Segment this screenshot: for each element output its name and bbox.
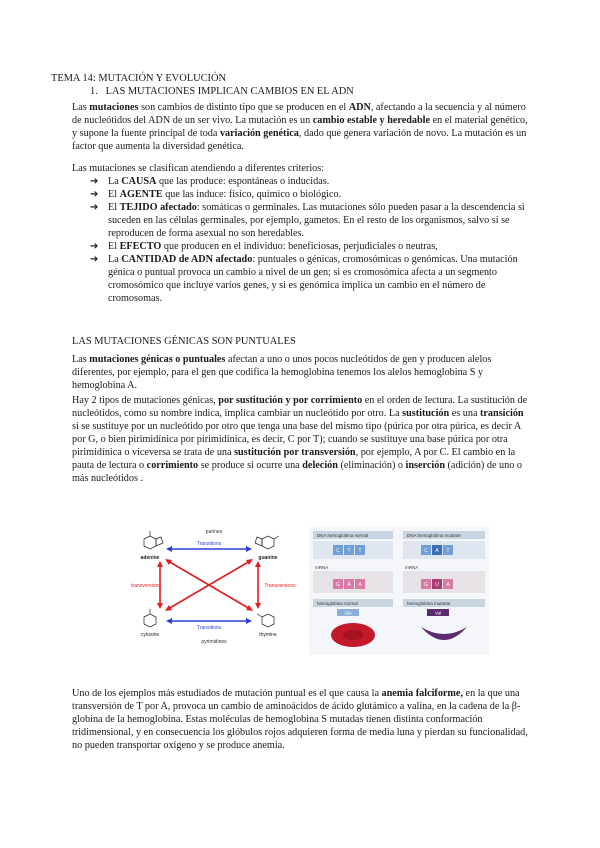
svg-text:A: A bbox=[435, 548, 439, 554]
svg-text:C: C bbox=[336, 548, 340, 554]
section2-heading: LAS MUTACIONES GÉNICAS SON PUNTUALES bbox=[72, 336, 296, 347]
svg-text:U: U bbox=[435, 582, 439, 588]
svg-text:T: T bbox=[347, 548, 351, 554]
svg-text:A: A bbox=[358, 582, 362, 588]
transversions-right-label: Transversions bbox=[264, 583, 296, 589]
svg-text:C: C bbox=[424, 548, 428, 554]
adenine-label: adenine bbox=[140, 555, 160, 561]
dna-normal-label: DNA hemoglobina normal bbox=[317, 533, 369, 538]
transitions-top-label: Transitions bbox=[196, 541, 222, 547]
criteria-item: ➔ La CANTIDAD de ADN afectado: puntuales o génicas, cromosómicas o genómicas. Una mutación génica o puntual provoca un cambio a nivel de un gen; si es cromosómica afecta a un segmento cromosómico que incluye varios genes, y si es genómica implica un cambio en el número de cromosomas. bbox=[90, 254, 518, 304]
page-title: TEMA 14: MUTACIÓN Y EVOLUCIÓN bbox=[51, 73, 227, 84]
guanine-label: guanine bbox=[258, 555, 278, 561]
arrow-icon: ➔ bbox=[90, 189, 99, 200]
pyrimidines-label: pyrimidines bbox=[201, 639, 227, 645]
transversions-left-label: transversions bbox=[131, 583, 161, 589]
arrow-icon: ➔ bbox=[90, 254, 99, 265]
svg-text:G: G bbox=[336, 582, 340, 588]
svg-text:A: A bbox=[446, 582, 450, 588]
svg-text:T: T bbox=[358, 548, 362, 554]
criteria-intro: Las mutaciones se clasifican atendiendo a diferentes criterios: bbox=[72, 163, 325, 174]
arrow-icon: ➔ bbox=[90, 176, 99, 187]
cytosine-label: cytosine bbox=[140, 632, 160, 638]
transitions-transversions-figure bbox=[130, 525, 298, 645]
aa-normal-label: Glu bbox=[344, 610, 352, 616]
svg-text:T: T bbox=[446, 548, 450, 554]
criteria-list bbox=[90, 175, 532, 305]
arrow-icon: ➔ bbox=[90, 241, 99, 252]
tipos-paragraph: Hay 2 tipos de mutaciones génicas, por sustitución y por corrimiento en el orden de lectura. La sustitución de nucleótidos, como su nombre indica, implica cambiar un nucleótido por otro. La sustitución es una transición si se sustituye por un nucleótido por otro que tenga una base del mismo tipo (púrica por otra púrica, es decir A por G, o bien pirimidínica por pirimidínica, es decir, C por T); cuando se sustituye una base púrica por otra pirimidínica o viceversa se trata de una sustitución por transversión, por ejemplo, A por C. El cambio en la pauta de lectura o corrimiento se produce si ocurre una deleción (eliminación) o inserción (adición) de uno o más nucleótidos . bbox=[72, 395, 528, 484]
arrow-icon: ➔ bbox=[90, 202, 99, 213]
mrna-label: mRNA bbox=[315, 565, 329, 570]
criteria-item: ➔ La CAUSA que las produce: espontáneas o inducidas. bbox=[90, 176, 330, 187]
criteria-item: ➔ El EFECTO que producen en el individuo: beneficiosas, perjudiciales o neutras, bbox=[90, 241, 438, 252]
conclusion-paragraph: Uno de los ejemplos más estudiados de mutación puntual es el que causa la anemia falciforme, en la que una transversión de T por A, provoca un cambio de aminoácidos de ácido glutámico a valina, en la cadena de la β-globina de la hemoglobina. Estas moléculas de hemoglobina S mutadas tienen distinta conformación tridimensional, y en consecuencia los glóbulos rojos adquieren forma de media luna y pierdan su funcionalidad, no pueden transportar oxígeno y se produce anemia. bbox=[72, 688, 528, 751]
intro-paragraph: Las mutaciones son cambios de distinto tipo que se producen en el ADN, afectando a la secuencia y al número de nucleótidos del ADN de un ser vivo. La mutación es un cambio estable y heredable en el material genético, y supone la fuente principal de toda variación genética, dado que genera variación de novo. La mutación es un factor que aumenta la diversidad genética. bbox=[72, 102, 528, 152]
mrna2-label: mRNA bbox=[405, 565, 419, 570]
hb-normal-label: hemoglobina normal bbox=[317, 601, 358, 606]
thymine-label: thymine bbox=[259, 632, 277, 638]
purines-label: purines bbox=[205, 529, 223, 535]
sickle-cell-figure bbox=[309, 527, 489, 655]
hb-mutant-label: hemoglobina mutante bbox=[407, 601, 451, 606]
criteria-item: ➔ El AGENTE que las induce: físico, químico o biológico. bbox=[90, 189, 342, 200]
svg-text:G: G bbox=[424, 582, 428, 588]
criteria-item: ➔ El TEJIDO afectado: somáticas o germinales. Las mutaciones sólo pueden pasar a la descendencia si suceden en las células germinales, por ejemplo, gametos. En el resto de los organismos, salvo si se reproducen de forma asexual no son heredables. bbox=[90, 202, 525, 239]
dna-mutant-label: DNA hemoglobina mutante bbox=[407, 533, 461, 538]
aa-mutant-label: Val bbox=[434, 610, 442, 616]
genicas-paragraph: Las mutaciones génicas o puntuales afectan a uno o unos pocos nucleótidos de gen y producen alelos diferentes, por ejemplo, para el gen que codifica la hemoglobina tenemos los alelos hemoglobina S y hemoglobina A. bbox=[72, 354, 492, 391]
section1-heading: 1. LAS MUTACIONES IMPLICAN CAMBIOS EN EL ADN bbox=[90, 86, 354, 97]
svg-text:A: A bbox=[347, 582, 351, 588]
transitions-bottom-label: Transitions bbox=[196, 625, 222, 631]
